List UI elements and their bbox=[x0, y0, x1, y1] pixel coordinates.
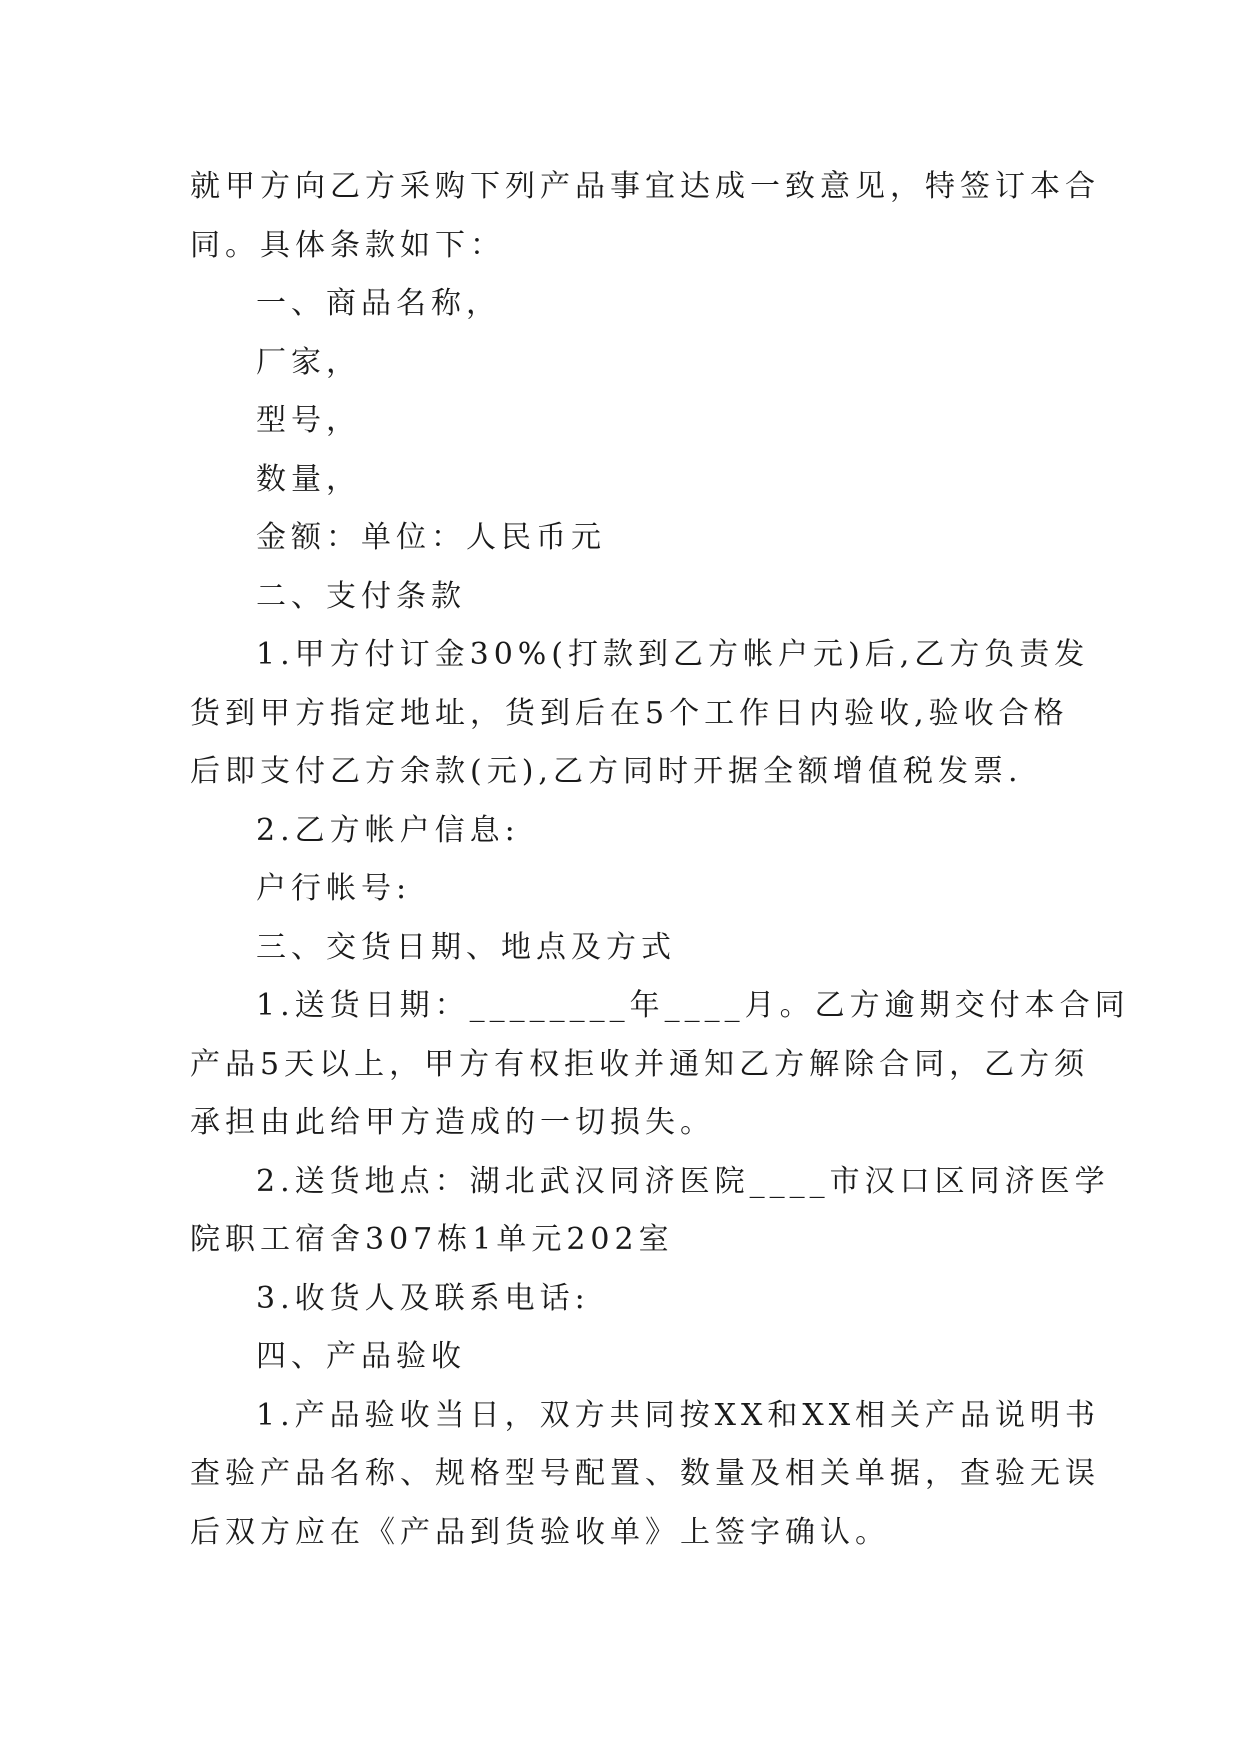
body-line: 同。具体条款如下： bbox=[190, 227, 505, 263]
contract-body bbox=[190, 158, 1130, 1562]
section-heading: 三、交货日期、地点及方式 bbox=[256, 929, 676, 965]
clause-line: 后即支付乙方余款(元),乙方同时开据全额增值税发票. bbox=[190, 754, 1023, 789]
clause-line: 后双方应在《产品到货验收单》上签字确认。 bbox=[190, 1514, 890, 1550]
clause-line: 货到甲方指定地址，货到后在5个工作日内验收,验收合格 bbox=[190, 695, 1069, 731]
clause-line: 1.送货日期：________年____月。乙方逾期交付本合同 bbox=[256, 988, 1130, 1023]
field-label: 金额：单位：人民币元 bbox=[256, 520, 606, 555]
body-line: 就甲方向乙方采购下列产品事宜达成一致意见，特签订本合 bbox=[190, 169, 1100, 204]
field-label: 数量， bbox=[256, 461, 361, 497]
clause-line: 承担由此给甲方造成的一切损失。 bbox=[190, 1105, 715, 1140]
field-label: 3.收货人及联系电话: bbox=[256, 1280, 590, 1316]
field-label: 型号， bbox=[256, 403, 361, 438]
clause-line: 2.送货地点：湖北武汉同济医院____市汉口区同济医学 bbox=[256, 1163, 1110, 1199]
clause-line: 2.乙方帐户信息: bbox=[256, 812, 520, 848]
field-label: 户行帐号: bbox=[256, 871, 412, 906]
section-heading: 一、商品名称， bbox=[256, 286, 501, 321]
section-heading: 二、支付条款 bbox=[256, 578, 466, 614]
clause-line: 1.产品验收当日，双方共同按XX和XX相关产品说明书 bbox=[256, 1397, 1101, 1433]
clause-line: 产品5天以上，甲方有权拒收并通知乙方解除合同，乙方须 bbox=[190, 1046, 1090, 1082]
section-heading: 四、产品验收 bbox=[256, 1339, 466, 1374]
clause-line: 查验产品名称、规格型号配置、数量及相关单据，查验无误 bbox=[190, 1456, 1100, 1491]
clause-line: 1.甲方付订金30%(打款到乙方帐户元)后,乙方负责发 bbox=[256, 637, 1090, 672]
clause-line: 院职工宿舍307栋1单元202室 bbox=[190, 1222, 674, 1257]
field-label: 厂家， bbox=[256, 344, 361, 380]
